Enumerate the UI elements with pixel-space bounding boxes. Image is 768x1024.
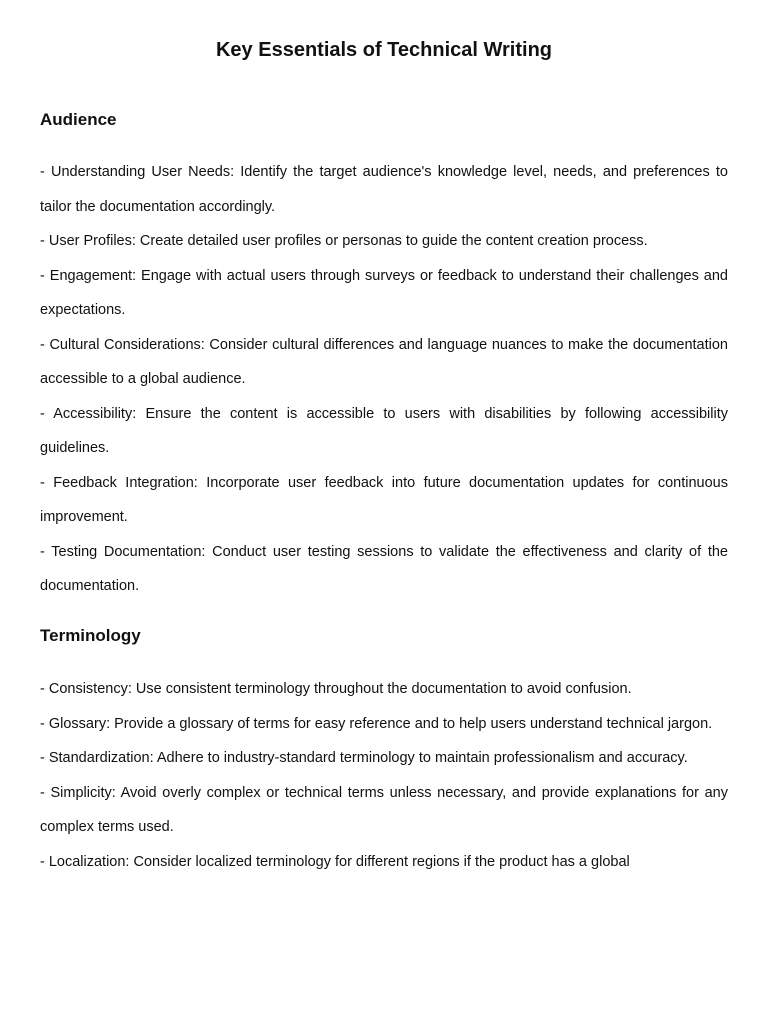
section-heading-audience: Audience xyxy=(40,110,117,129)
list-item: - Testing Documentation: Conduct user testing sessions to validate the effectiveness and clarity of the documentation. xyxy=(40,543,728,594)
document-title: Key Essentials of Technical Writing xyxy=(215,39,552,61)
list-item: - Understanding User Needs: Identify the target audience's knowledge level, needs, and preferences to tailor the documentation accordingly. xyxy=(40,164,728,215)
audience-list xyxy=(40,155,728,604)
list-item: - Glossary: Provide a glossary of terms for easy reference and to help users understand technical jargon. xyxy=(40,715,713,732)
terminology-list xyxy=(40,672,728,879)
list-item: - Consistency: Use consistent terminology throughout the documentation to avoid confusion. xyxy=(40,681,632,697)
list-item: - Accessibility: Ensure the content is accessible to users with disabilities by following accessibility guidelines. xyxy=(40,405,728,456)
section-heading-terminology: Terminology xyxy=(40,626,141,645)
list-item: - Feedback Integration: Incorporate user feedback into future documentation updates for continuous improvement. xyxy=(40,474,728,525)
list-item: - Cultural Considerations: Consider cultural differences and language nuances to make the documentation accessible to a global audience. xyxy=(40,336,728,387)
list-item: - Standardization: Adhere to industry-standard terminology to maintain professionalism and accuracy. xyxy=(40,750,688,766)
list-item: - Engagement: Engage with actual users through surveys or feedback to understand their challenges and expectations. xyxy=(40,267,728,318)
list-item: - Simplicity: Avoid overly complex or technical terms unless necessary, and provide explanations for any complex terms used. xyxy=(40,784,728,835)
list-item: - Localization: Consider localized terminology for different regions if the product has a global xyxy=(40,853,630,870)
list-item: - User Profiles: Create detailed user profiles or personas to guide the content creation process. xyxy=(40,233,648,249)
